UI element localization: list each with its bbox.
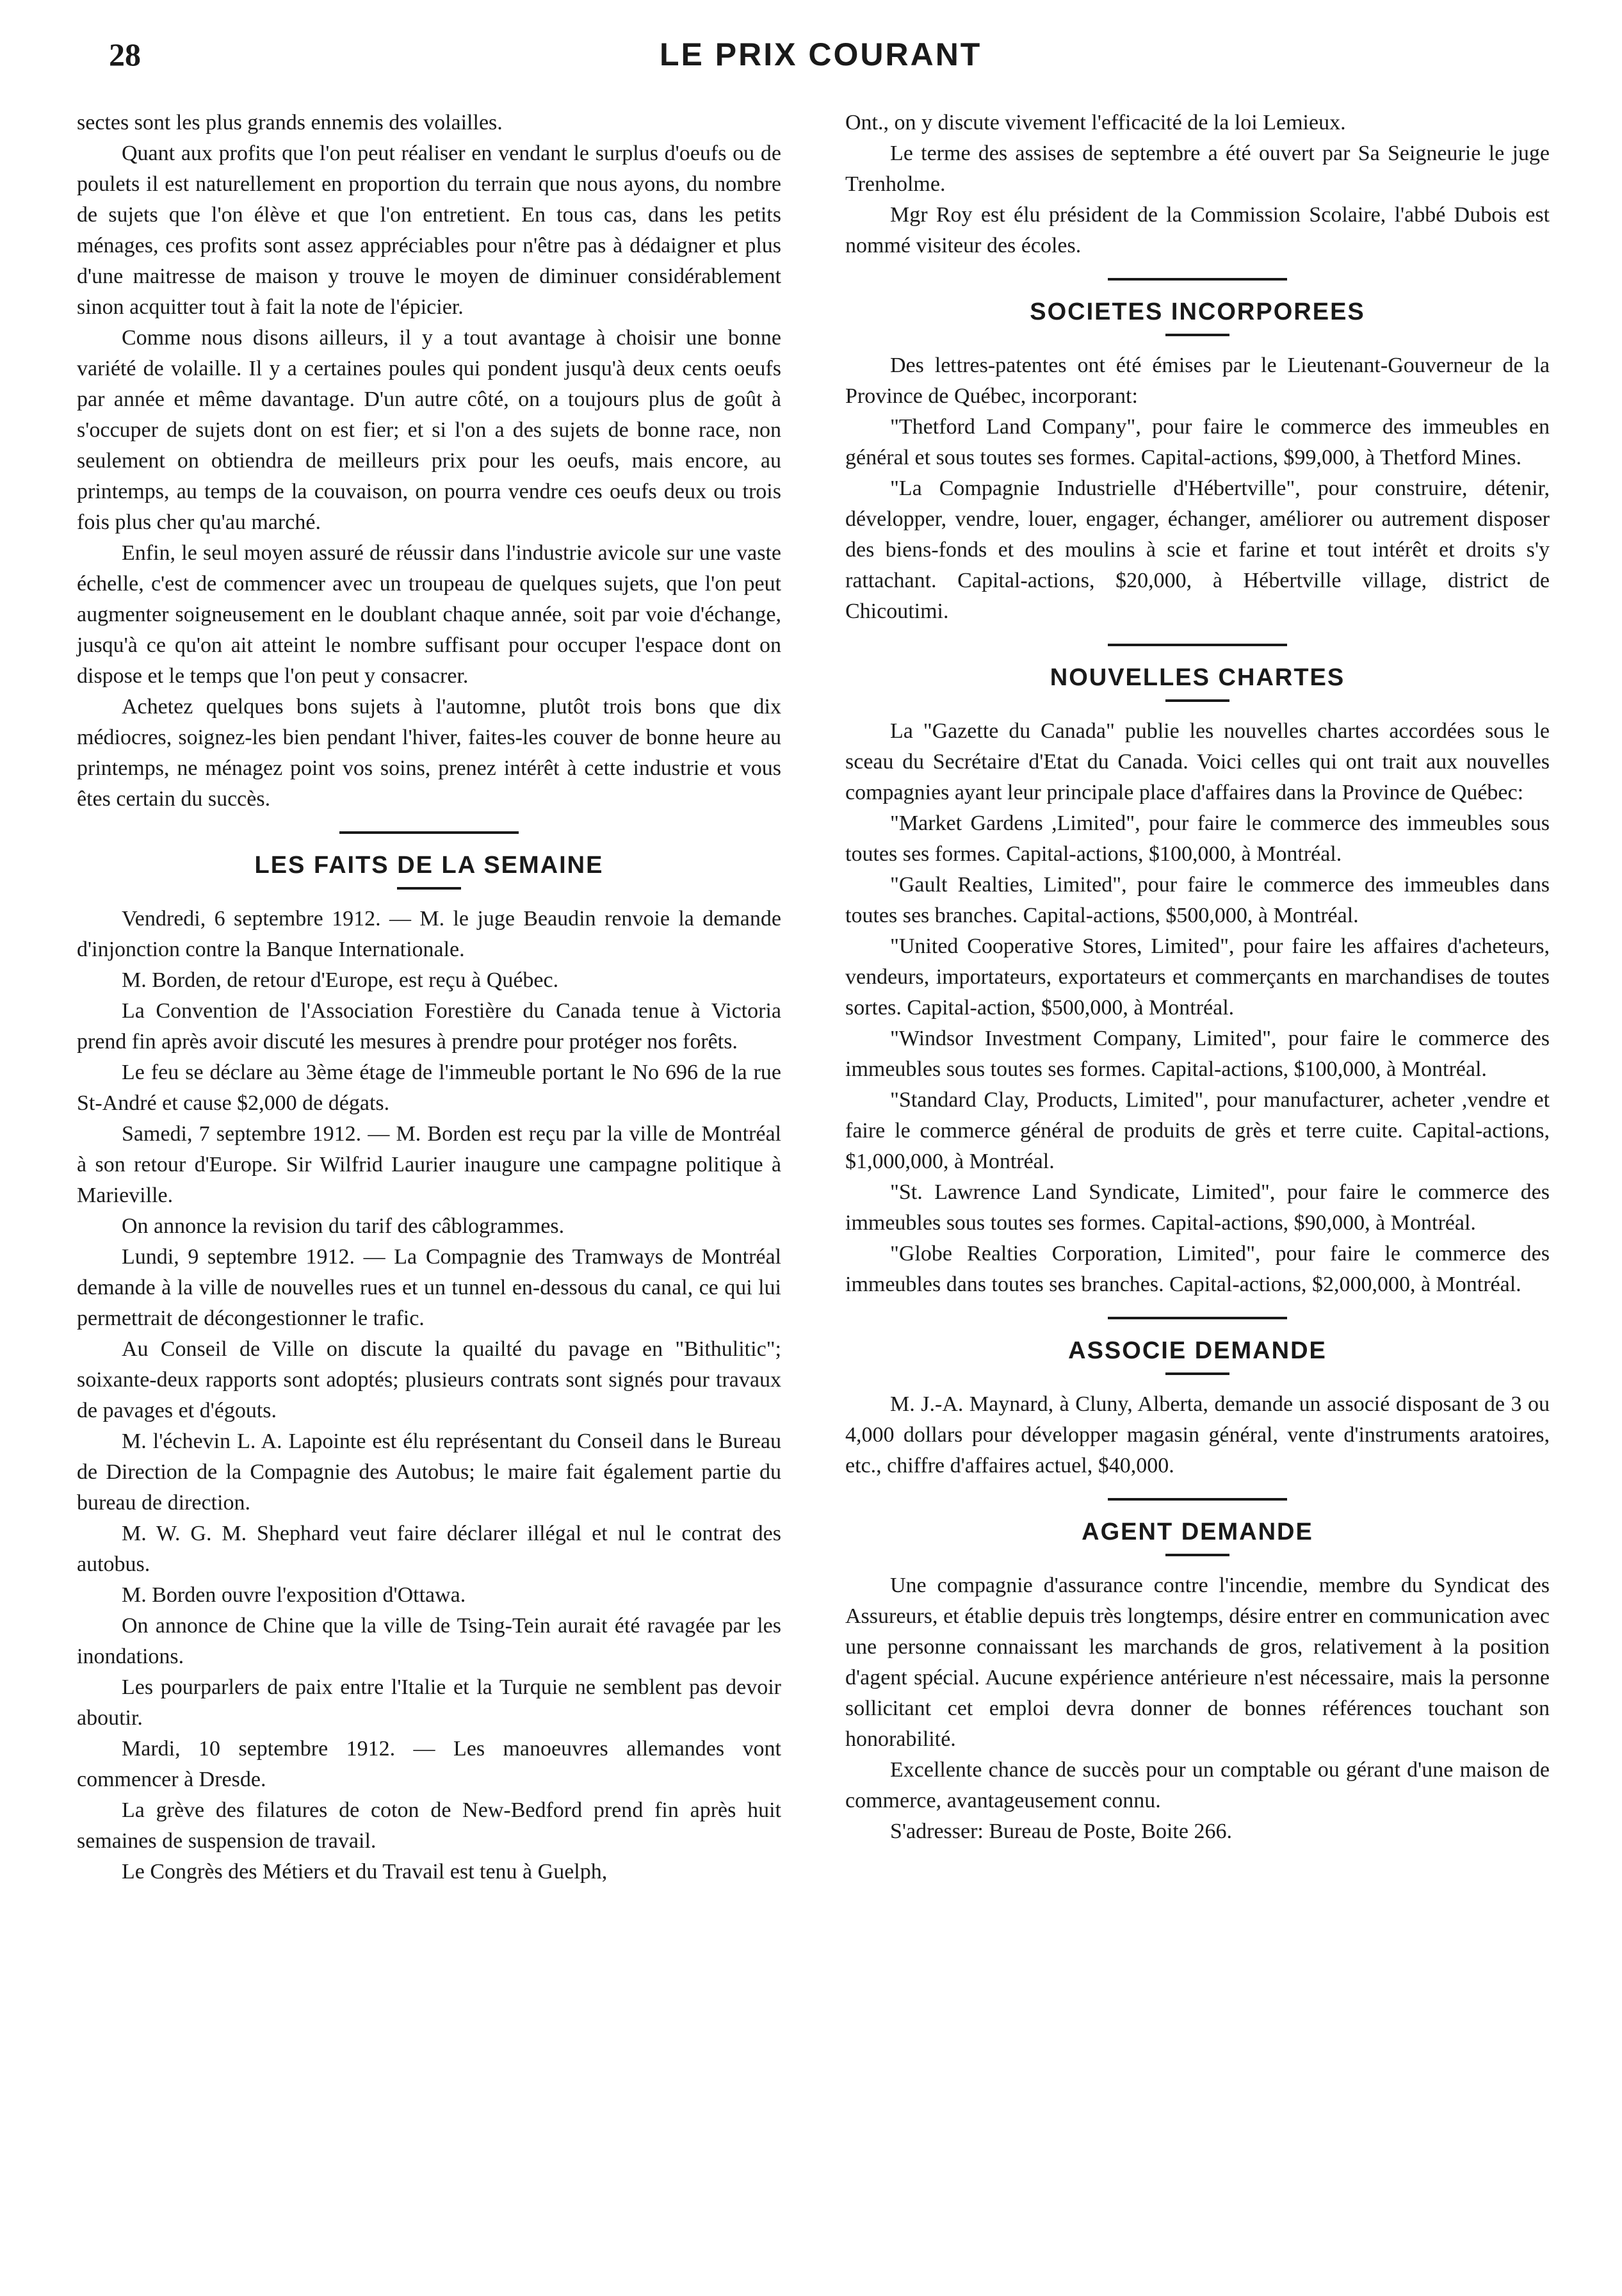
article-paragraph: "Gault Realties, Limited", pour faire le commerce des immeubles dans toutes ses branches. Capital-actions, $500,000, à Montréal.	[845, 873, 1550, 927]
news-item: La Convention de l'Association Forestière du Canada tenue à Victoria prend fin après avoir discuté les mesures à prendre pour protéger nos forêts.	[77, 999, 781, 1054]
news-item: Le Congrès des Métiers et du Travail est tenu à Guelph,	[122, 1860, 608, 1884]
article-paragraph: "La Compagnie Industrielle d'Hébertville", pour construire, détenir, développer, vendre, louer, engager, échanger, améliorer ou autrement disposer des biens-fonds et des moulins à scie et farine et tout intérêt et droits s'y rattachant. Capital-actions, $20,000, à Hébertville village, district de Chicoutimi.	[845, 476, 1550, 623]
article-paragraph: Une compagnie d'assurance contre l'incendie, membre du Syndicat des Assureurs, et établie depuis très longtemps, désire entrer en communication avec une personne connaissant les marchands de gros, relativement à la position d'agent spécial. Aucune expérience antérieure n'est nécessaire, mais la personne sollicitant cet emploi devra donner de bonnes références touchant son honorabilité.	[845, 1574, 1550, 1751]
news-item: Les pourparlers de paix entre l'Italie et la Turquie ne semblent pas devoir aboutir.	[77, 1675, 781, 1730]
news-item: On annonce la revision du tarif des câblogrammes.	[122, 1214, 565, 1238]
news-item: M. Borden, de retour d'Europe, est reçu à Québec.	[122, 968, 559, 992]
article-paragraph: Excellente chance de succès pour un comptable ou gérant d'une maison de commerce, avantageusement connu.	[845, 1758, 1550, 1812]
right-column	[845, 108, 1550, 1847]
article-paragraph: Achetez quelques bons sujets à l'automne, plutôt trois bons que dix médiocres, soignez-les bien pendant l'hiver, faites-les couver de bonne heure au printemps, ne ménagez point vos soins, prenez intérêt à cette industrie et vous êtes certain du succès.	[77, 695, 781, 811]
section-title-agent: AGENT DEMANDE	[1082, 1518, 1313, 1545]
title-underline	[397, 887, 461, 890]
section-divider	[1108, 644, 1287, 646]
left-column	[77, 108, 781, 1887]
section-title-associe: ASSOCIE DEMANDE	[1068, 1337, 1327, 1364]
article-paragraph: Comme nous disons ailleurs, il y a tout avantage à choisir une bonne variété de volaille. Il y a certaines poules qui pondent jusqu'à deux cents oeufs par année et même davantage. D'un autre côté, on a toujours plus de goût à s'occuper de sujets dont on est fier; et si l'on a des sujets de bonne race, non seulement on obtiendra de meilleurs prix pour les oeufs, mais encore, au printemps, au temps de la couvaison, on pourra vendre ces oeufs deux ou trois fois plus cher qu'au marché.	[77, 326, 781, 534]
news-item: Mardi, 10 septembre 1912. — Les manoeuvres allemandes vont commencer à Dresde.	[77, 1737, 781, 1791]
article-paragraph: "Globe Realties Corporation, Limited", pour faire le commerce des immeubles dans toutes ses branches. Capital-actions, $2,000,000, à Montréal.	[845, 1242, 1550, 1296]
news-item: On annonce de Chine que la ville de Tsing-Tein aurait été ravagée par les inondations.	[77, 1614, 781, 1668]
section-divider	[1108, 1498, 1287, 1501]
news-item: Le feu se déclare au 3ème étage de l'immeuble portant le No 696 de la rue St-André et cause $2,000 de dégats.	[77, 1061, 781, 1115]
news-item: Samedi, 7 septembre 1912. — M. Borden est reçu par la ville de Montréal à son retour d'Europe. Sir Wilfrid Laurier inaugure une campagne politique à Marieville.	[77, 1122, 781, 1207]
title-underline	[1165, 699, 1229, 702]
news-item: Ont., on y discute vivement l'efficacité de la loi Lemieux.	[845, 111, 1346, 134]
section-divider	[339, 831, 519, 834]
news-item: M. W. G. M. Shephard veut faire déclarer illégal et nul le contrat des autobus.	[77, 1522, 781, 1576]
article-paragraph: sectes sont les plus grands ennemis des volailles.	[77, 111, 503, 134]
article-paragraph: Des lettres-patentes ont été émises par le Lieutenant-Gouverneur de la Province de Québec, incorporant:	[845, 354, 1550, 408]
section-title-faits: LES FAITS DE LA SEMAINE	[254, 852, 604, 879]
news-item: M. l'échevin L. A. Lapointe est élu représentant du Conseil dans le Bureau de Direction de la Compagnie des Autobus; le maire fait également partie du bureau de direction.	[77, 1429, 781, 1515]
article-paragraph: "United Cooperative Stores, Limited", pour faire les affaires d'acheteurs, vendeurs, importateurs, exportateurs et commerçants en marchandises de toutes sortes. Capital-action, $500,000, à Montréal.	[845, 934, 1550, 1020]
news-item: Mgr Roy est élu président de la Commission Scolaire, l'abbé Dubois est nommé visiteur des écoles.	[845, 203, 1550, 257]
article-paragraph: "Standard Clay, Products, Limited", pour manufacturer, acheter ,vendre et faire le commerce général de produits de grès et terre cuite. Capital-actions, $1,000,000, à Montréal.	[845, 1088, 1550, 1173]
page-number: 28	[109, 37, 141, 72]
article-paragraph: S'adresser: Bureau de Poste, Boite 266.	[890, 1820, 1232, 1843]
article-paragraph: "Windsor Investment Company, Limited", pour faire le commerce des immeubles sous toutes ses formes. Capital-actions, $100,000, à Montréal.	[845, 1027, 1550, 1081]
title-underline	[1165, 334, 1229, 336]
section-divider	[1108, 1317, 1287, 1319]
news-item: Lundi, 9 septembre 1912. — La Compagnie des Tramways de Montréal demande à la ville de nouvelles rues et un tunnel en-dessous du canal, ce qui lui permettrait de décongestionner le trafic.	[77, 1245, 781, 1330]
section-title-societes: SOCIETES INCORPOREES	[1030, 298, 1365, 325]
article-paragraph: "St. Lawrence Land Syndicate, Limited", pour faire le commerce des immeubles sous toutes ses formes. Capital-actions, $90,000, à Montréal.	[845, 1180, 1550, 1235]
news-item: M. Borden ouvre l'exposition d'Ottawa.	[122, 1583, 466, 1607]
article-paragraph: M. J.-A. Maynard, à Cluny, Alberta, demande un associé disposant de 3 ou 4,000 dollars pour développer magasin général, vente d'instruments aratoires, etc., chiffre d'affaires actuel, $40,000.	[845, 1392, 1550, 1478]
news-item: Vendredi, 6 septembre 1912. — M. le juge Beaudin renvoie la demande d'injonction contre la Banque Internationale.	[77, 907, 781, 961]
article-paragraph: Quant aux profits que l'on peut réaliser en vendant le surplus d'oeufs ou de poulets il est naturellement en proportion du terrain que nous ayons, du nombre de sujets que l'on élève et que l'on entretient. En tous cas, dans les petits ménages, ces profits sont assez appréciables pour n'être pas à dédaigner et plus d'une maitresse de maison y trouve le moyen de diminuer considérablement sinon acquitter tout à fait la note de l'épicier.	[77, 142, 781, 319]
article-paragraph: La "Gazette du Canada" publie les nouvelles chartes accordées sous le sceau du Secrétaire d'Etat du Canada. Voici celles qui ont trait aux nouvelles compagnies ayant leur principale place d'affaires dans la Province de Québec:	[845, 719, 1550, 804]
section-title-chartes: NOUVELLES CHARTES	[1050, 664, 1345, 691]
journal-title: LE PRIX COURANT	[660, 37, 982, 72]
news-item: La grève des filatures de coton de New-Bedford prend fin après huit semaines de suspension de travail.	[77, 1798, 781, 1853]
title-underline	[1165, 1554, 1229, 1556]
news-item: Le terme des assises de septembre a été ouvert par Sa Seigneurie le juge Trenholme.	[845, 142, 1550, 196]
title-underline	[1165, 1372, 1229, 1375]
article-paragraph: "Thetford Land Company", pour faire le commerce des immeubles en général et sous toutes ses formes. Capital-actions, $99,000, à Thetford Mines.	[845, 415, 1550, 469]
section-divider	[1108, 278, 1287, 281]
article-paragraph: "Market Gardens ,Limited", pour faire le commerce des immeubles sous toutes ses formes. Capital-actions, $100,000, à Montréal.	[845, 811, 1550, 866]
news-item: Au Conseil de Ville on discute la quailté du pavage en "Bithulitic"; soixante-deux rapports sont adoptés; plusieurs contrats sont signés pour travaux de pavages et d'égouts.	[77, 1337, 781, 1422]
article-paragraph: Enfin, le seul moyen assuré de réussir dans l'industrie avicole sur une vaste échelle, c'est de commencer avec un troupeau de quelques sujets, que l'on peut augmenter soigneusement en le doublant chaque année, soit par voie d'échange, jusqu'à ce qu'on ait atteint le nombre suffisant pour occuper l'espace dont on dispose et le temps que l'on peut y consacrer.	[77, 541, 781, 688]
